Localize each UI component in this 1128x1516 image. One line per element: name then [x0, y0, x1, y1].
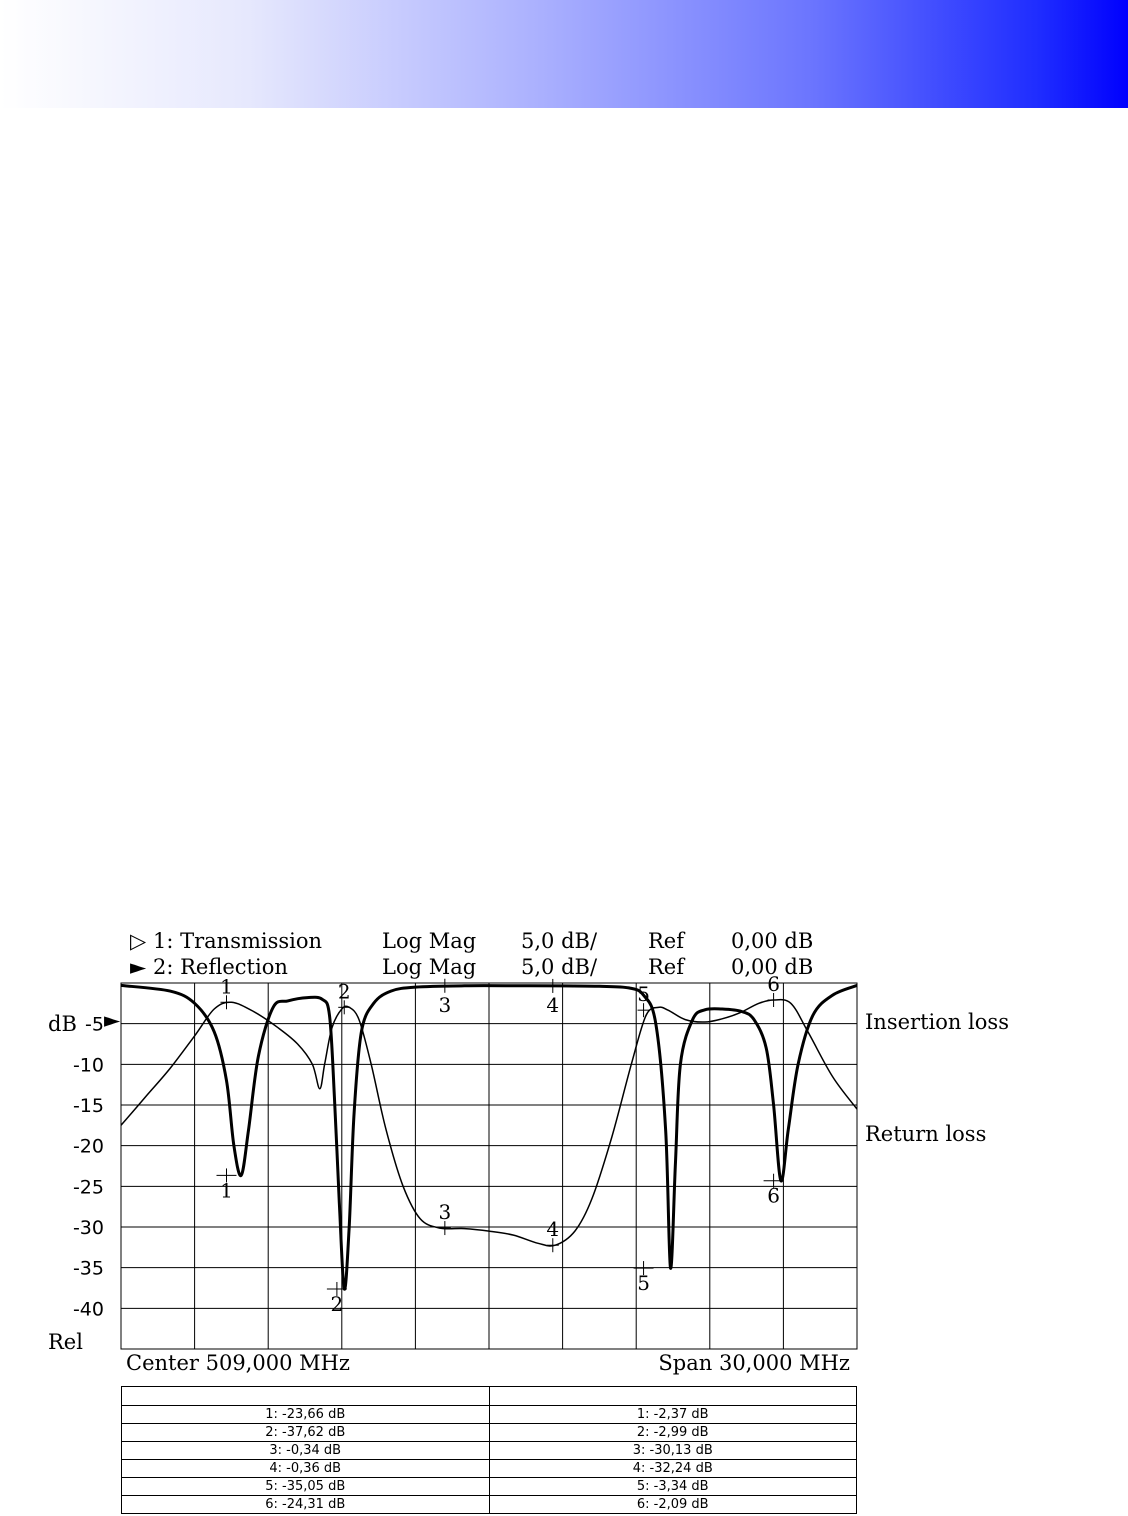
trace2-scale: 5,0 dB/ [521, 955, 598, 979]
y-tick-label: -5 [85, 1013, 104, 1036]
insertion-loss-label: Insertion loss [865, 1010, 1009, 1034]
trace-header-1 [130, 929, 813, 953]
center-frequency: Center 509,000 MHz [126, 1351, 350, 1375]
reflection-marker-label: 2 [337, 979, 351, 1004]
reflection-marker-value: 5: -3,34 dB [489, 1478, 857, 1496]
reflection-marker-value: 2: -2,99 dB [489, 1424, 857, 1442]
y-tick-label: -15 [72, 1095, 104, 1117]
y-unit-top: dB [48, 1012, 77, 1036]
table-header-transmission [122, 1387, 490, 1406]
marker-value-table [121, 1386, 857, 1514]
y-tick-label: -25 [72, 1176, 104, 1199]
trace2-ref-value: 0,00 dB [731, 955, 814, 979]
transmission-marker-value: 1: -23,66 dB [122, 1406, 490, 1424]
reflection-marker-value: 4: -32,24 dB [489, 1460, 857, 1478]
reflection-marker-label: 6 [767, 971, 780, 996]
y-tick-label: -20 [72, 1135, 104, 1158]
table-row [122, 1406, 857, 1424]
transmission-marker-label: 6 [767, 1183, 780, 1208]
transmission-marker-label: 2 [330, 1291, 344, 1316]
transmission-marker-value: 2: -37,62 dB [122, 1424, 490, 1442]
y-tick-labels [73, 1014, 104, 1321]
trace2-format: Log Mag [382, 955, 477, 979]
reflection-marker-value: 3: -30,13 dB [489, 1442, 857, 1460]
transmission-marker-value: 6: -24,31 dB [122, 1496, 490, 1514]
y-tick-label: -40 [72, 1298, 104, 1321]
y-unit-bottom: Rel [48, 1330, 83, 1354]
transmission-marker-value: 3: -0,34 dB [122, 1442, 490, 1460]
reflection-marker-label: 4 [546, 1217, 560, 1242]
transmission-marker-value: 5: -35,05 dB [122, 1478, 490, 1496]
y-tick-label: -10 [72, 1054, 104, 1077]
trace1-label: 1: Transmission [153, 929, 323, 953]
transmission-marker-label: 1 [220, 1178, 233, 1203]
reflection-marker-label: 1 [220, 974, 233, 999]
reflection-marker-value: 6: -2,09 dB [489, 1496, 857, 1514]
trace1-scale: 5,0 dB/ [521, 929, 598, 953]
table-row [122, 1478, 857, 1496]
plot-grid [121, 983, 857, 1349]
y-tick-label: -30 [72, 1217, 104, 1239]
reflection-marker-label: 5 [637, 982, 650, 1007]
y-tick-label: -35 [72, 1257, 104, 1280]
transmission-marker-label: 3 [438, 992, 452, 1017]
trace1-ref-label: Ref [648, 929, 685, 953]
transmission-marker-label: 5 [637, 1271, 650, 1296]
reference-pointer: ► [104, 1008, 121, 1032]
trace2-ref-label: Ref [648, 955, 685, 979]
trace2-label: 2: Reflection [153, 955, 288, 979]
trace1-symbol: ▷ [130, 929, 147, 953]
table-header-row [122, 1387, 857, 1406]
table-row [122, 1496, 857, 1514]
reflection-marker-label: 3 [438, 1200, 452, 1225]
table-header-reflection [489, 1387, 857, 1406]
trace1-format: Log Mag [382, 929, 477, 953]
return-loss-label: Return loss [865, 1122, 987, 1146]
table-row [122, 1460, 857, 1478]
transmission-marker-label: 4 [546, 992, 560, 1017]
transmission-marker-value: 4: -0,36 dB [122, 1460, 490, 1478]
trace1-ref-value: 0,00 dB [731, 929, 814, 953]
trace2-symbol: ► [130, 955, 147, 979]
span-frequency: Span 30,000 MHz [658, 1351, 850, 1375]
table-row [122, 1424, 857, 1442]
table-row [122, 1442, 857, 1460]
reflection-marker-value: 1: -2,37 dB [489, 1406, 857, 1424]
